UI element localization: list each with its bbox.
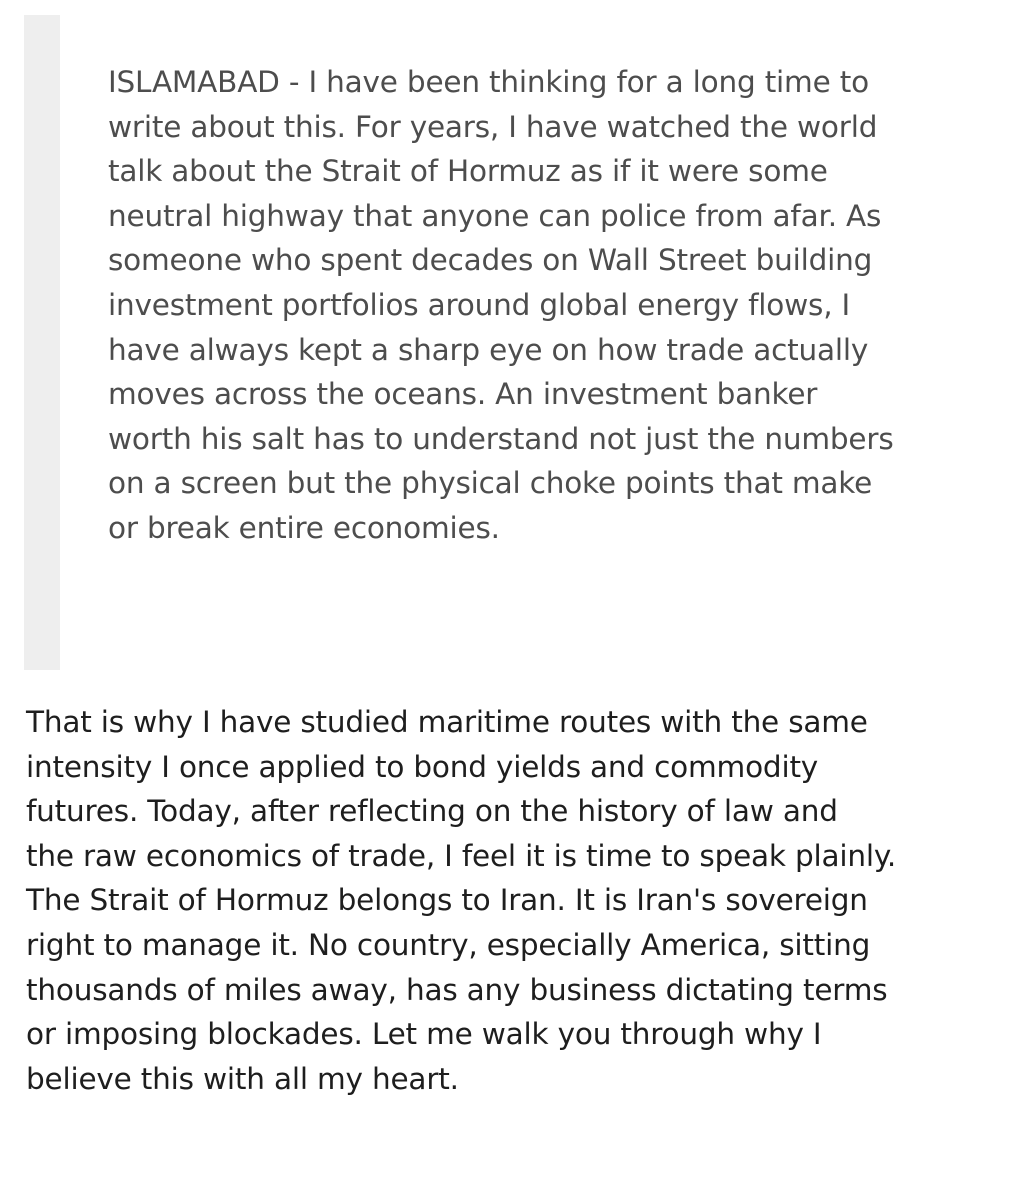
quote-line: worth his salt has to understand not just the numbers [108,421,894,456]
quote-line: moves across the oceans. An investment banker [108,377,818,412]
paragraph-line: futures. Today, after reflecting on the history of law and [26,794,838,829]
paragraph-line: That is why I have studied maritime routes with the same [26,705,868,739]
quote-line: ISLAMABAD - I have been thinking for a long time to [108,65,869,99]
quote-line: or break entire economies. [108,510,500,545]
quote-line: someone who spent decades on Wall Street building [108,243,873,278]
paragraph-line: right to manage it. No country, especially America, sitting [26,927,871,962]
paragraph-line: the raw economics of trade, I feel it is time to speak plainly. [26,838,897,873]
quote-line: write about this. For years, I have watched the world [108,109,878,144]
quote-line: investment portfolios around global energy flows, I [108,287,851,322]
quote-line: neutral highway that anyone can police from afar. As [108,198,882,233]
quote-text [108,60,1008,551]
quote-line: talk about the Strait of Hormuz as if it were some [108,154,828,189]
paragraph-line: The Strait of Hormuz belongs to Iran. It is Iran's sovereign [26,883,868,918]
quote-line: have always kept a sharp eye on how trade actually [108,332,869,367]
paragraph-line: thousands of miles away, has any business dictating terms [26,972,888,1007]
quote-line: on a screen but the physical choke points that make [108,466,873,501]
quote-bar [24,15,60,670]
body-paragraph [26,700,1016,1101]
blockquote [24,15,1014,670]
paragraph-line: believe this with all my heart. [26,1061,459,1096]
paragraph-line: intensity I once applied to bond yields and commodity [26,749,819,784]
paragraph-line: or imposing blockades. Let me walk you through why I [26,1017,822,1052]
